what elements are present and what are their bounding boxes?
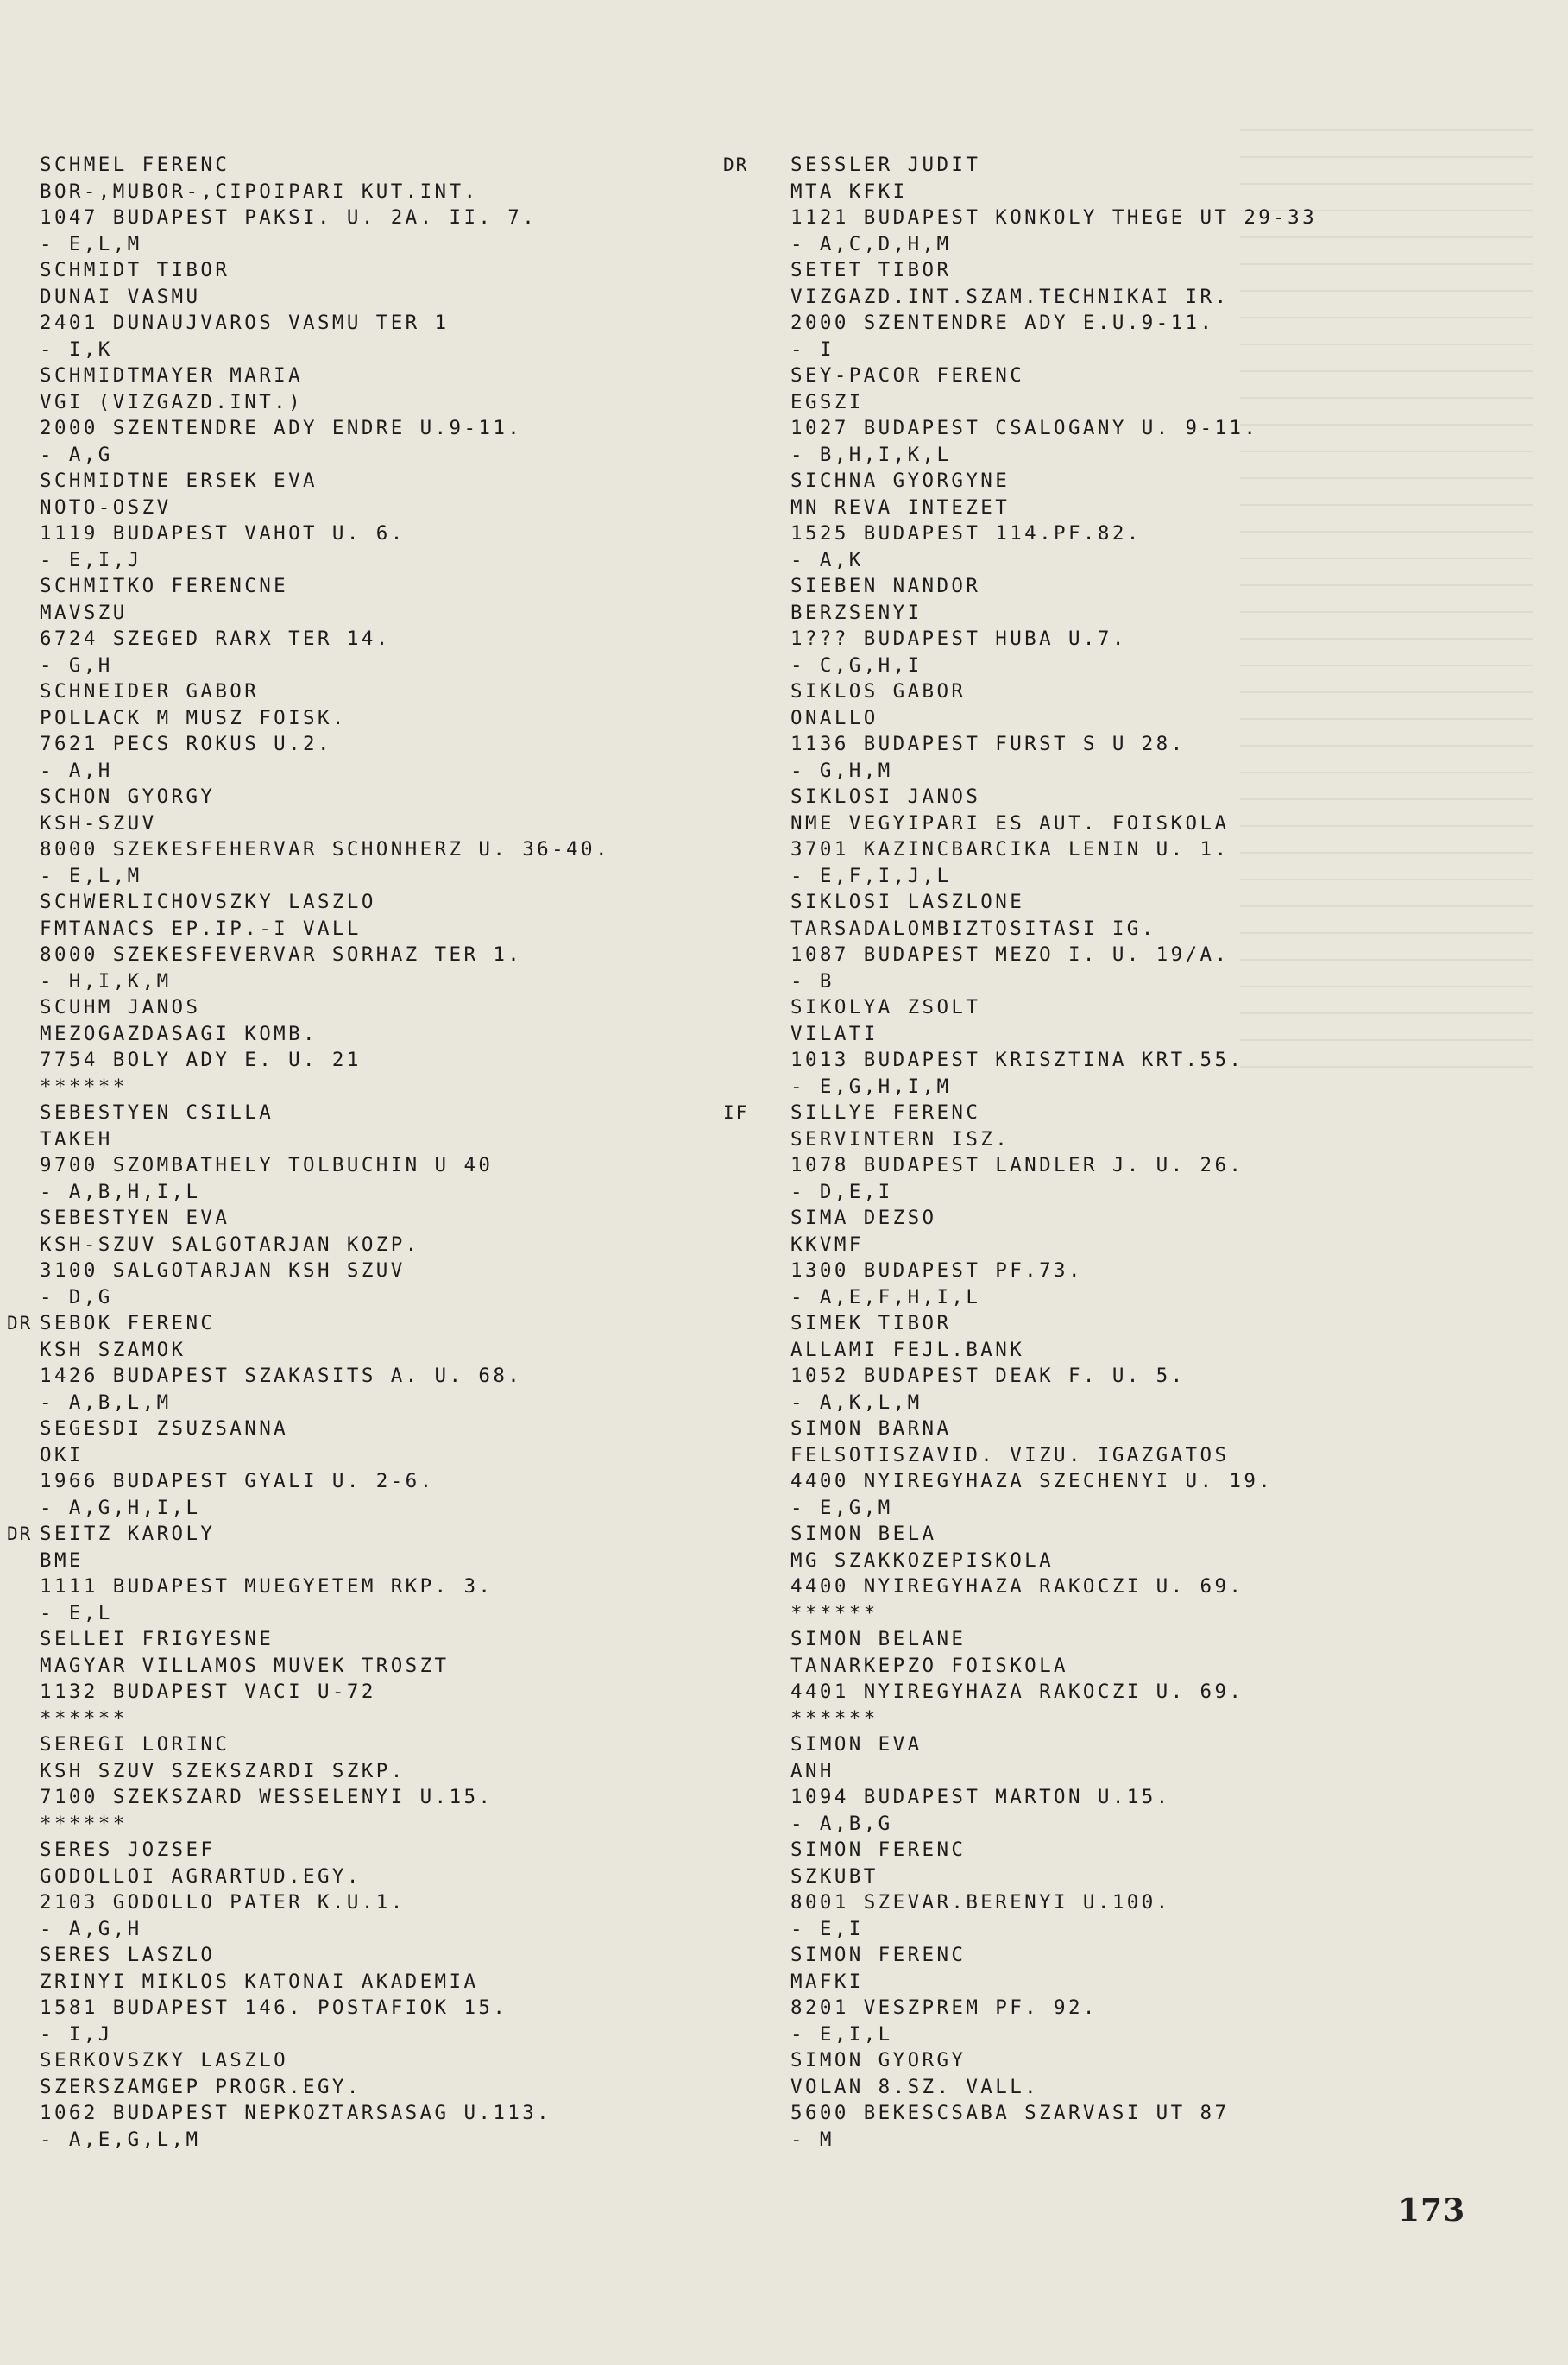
directory-entry	[790, 257, 1464, 363]
entry-name: SEREGI LORINC	[40, 1733, 230, 1756]
entry-codes: ******	[40, 1075, 128, 1098]
entry-address: 8001 SZEVAR.BERENYI U.100.	[790, 1891, 1171, 1914]
entry-address: 4401 NYIREGYHAZA RAKOCZI U. 69.	[790, 1681, 1244, 1703]
entry-codes: - E,L,M	[40, 864, 142, 887]
entry-codes: - A,H	[40, 759, 113, 782]
entry-address: 1087 BUDAPEST MEZO I. U. 19/A.	[790, 943, 1230, 966]
entry-address: 3701 KAZINCBARCIKA LENIN U. 1.	[790, 838, 1230, 861]
entry-codes: - I	[790, 337, 834, 361]
entry-institution: BERZSENYI	[790, 601, 923, 624]
entry-name: SIMON BELA	[790, 1523, 937, 1545]
entry-address: 2000 SZENTENDRE ADY ENDRE U.9-11.	[40, 417, 523, 439]
directory-entry	[790, 994, 1464, 1100]
entry-address: 1111 BUDAPEST MUEGYETEM RKP. 3.	[40, 1575, 494, 1598]
entry-name: SIKLOSI JANOS	[790, 785, 981, 808]
entry-institution: SERVINTERN ISZ.	[790, 1127, 1011, 1151]
directory-entry	[790, 1521, 1464, 1626]
entry-address: 1013 BUDAPEST KRISZTINA KRT.55.	[790, 1049, 1244, 1071]
entry-institution: VILATI	[790, 1022, 878, 1045]
directory-entry	[40, 678, 747, 784]
entry-codes: - G,H,M	[790, 759, 893, 782]
directory-entry	[40, 994, 747, 1100]
directory-entry	[40, 1942, 747, 2047]
entry-institution: ONALLO	[790, 706, 878, 729]
entry-name: SEBESTYEN CSILLA	[40, 1101, 274, 1124]
entry-institution: KSH SZAMOK	[40, 1338, 186, 1361]
entry-institution: TANARKEPZO FOISKOLA	[790, 1654, 1068, 1677]
entry-institution: TARSADALOMBIZTOSITASI IG.	[790, 917, 1156, 940]
entry-address: 1062 BUDAPEST NEPKOZTARSASAG U.113.	[40, 2102, 552, 2124]
directory-entry	[790, 1731, 1464, 1837]
entry-address: 3100 SALGOTARJAN KSH SZUV	[40, 1259, 406, 1282]
entry-name: SERES LASZLO	[40, 1944, 216, 1966]
directory-entry	[790, 1942, 1464, 2047]
directory-entry	[790, 889, 1464, 994]
entry-address: 1094 BUDAPEST MARTON U.15.	[790, 1786, 1171, 1808]
entry-address: 1052 BUDAPEST DEAK F. U. 5.	[790, 1365, 1186, 1387]
entry-name: SCHMEL FERENC	[40, 154, 230, 176]
entry-codes: - M	[790, 2128, 834, 2151]
entry-institution: VOLAN 8.SZ. VALL.	[790, 2075, 1040, 2098]
entry-address: 1078 BUDAPEST LANDLER J. U. 26.	[790, 1154, 1244, 1176]
entry-address: 1300 BUDAPEST PF.73.	[790, 1259, 1083, 1282]
directory-entry	[723, 1100, 1464, 1205]
entry-address: 7754 BOLY ADY E. U. 21	[40, 1049, 362, 1071]
directory-entry	[40, 889, 747, 994]
entry-institution: KSH-SZUV	[40, 811, 157, 835]
entry-address: 1119 BUDAPEST VAHOT U. 6.	[40, 522, 406, 545]
entry-name: SCUHM JANOS	[40, 996, 201, 1019]
entry-codes: - B,H,I,K,L	[790, 443, 952, 466]
directory-entry	[790, 573, 1464, 678]
entry-address: 9700 SZOMBATHELY TOLBUCHIN U 40	[40, 1154, 494, 1176]
entry-title-prefix: DR	[723, 155, 749, 175]
entry-institution: MAFKI	[790, 1970, 864, 1993]
entry-name: SERES JOZSEF	[40, 1838, 216, 1861]
entry-name: SCHMIDTMAYER MARIA	[40, 364, 304, 387]
entry-name: SIEBEN NANDOR	[790, 575, 981, 597]
entry-name: SICHNA GYORGYNE	[790, 470, 1011, 492]
entry-codes: - E,G,H,I,M	[790, 1075, 952, 1098]
entry-name: SCHMIDT TIBOR	[40, 259, 230, 281]
entry-codes: - E,I	[790, 1917, 864, 1940]
entry-address: 7100 SZEKSZARD WESSELENYI U.15.	[40, 1786, 494, 1808]
entry-name: SESSLER JUDIT	[790, 154, 981, 176]
directory-entry	[40, 1205, 747, 1310]
entry-institution: BOR-,MUBOR-,CIPOIPARI KUT.INT.	[40, 180, 479, 203]
directory-entry	[40, 363, 747, 468]
directory-entry	[40, 1100, 747, 1205]
entry-name: SIKLOS GABOR	[790, 680, 967, 703]
page-number: 173	[1398, 2192, 1466, 2229]
entry-codes: - E,F,I,J,L	[790, 864, 952, 887]
entry-institution: KSH SZUV SZEKSZARDI SZKP.	[40, 1759, 406, 1782]
directory-entry	[790, 678, 1464, 784]
entry-name: SEGESDI ZSUZSANNA	[40, 1417, 289, 1440]
entry-codes: - H,I,K,M	[40, 969, 172, 993]
entry-codes: - D,G	[40, 1285, 113, 1309]
entry-name: SCHNEIDER GABOR	[40, 680, 260, 703]
entry-institution: FELSOTISZAVID. VIZU. IGAZGATOS	[790, 1443, 1230, 1466]
entry-institution: KKVMF	[790, 1233, 864, 1256]
directory-entry	[40, 1837, 747, 1942]
entry-address: 7621 PECS ROKUS U.2.	[40, 733, 332, 755]
entry-institution: NOTO-OSZV	[40, 495, 172, 519]
entry-name: SEBESTYEN EVA	[40, 1207, 230, 1229]
entry-codes: - A,K	[790, 548, 864, 571]
directory-entry	[790, 1837, 1464, 1942]
entry-address: 1??? BUDAPEST HUBA U.7.	[790, 628, 1127, 650]
directory-entry	[40, 468, 747, 573]
left-column	[7, 152, 747, 2153]
entry-codes: - A,E,G,L,M	[40, 2128, 201, 2151]
entry-name: SIMA DEZSO	[790, 1207, 937, 1229]
entry-codes: - A,B,L,M	[40, 1391, 172, 1414]
entry-address: 5600 BEKESCSABA SZARVASI UT 87	[790, 2102, 1230, 2124]
entry-institution: DUNAI VASMU	[40, 285, 201, 308]
entry-name: SIMON BARNA	[790, 1417, 952, 1440]
entry-institution: VGI (VIZGAZD.INT.)	[40, 390, 304, 413]
entry-name: SIMON BELANE	[790, 1628, 967, 1650]
entry-institution: ZRINYI MIKLOS KATONAI AKADEMIA	[40, 1970, 479, 1993]
entry-codes: - A,G	[40, 443, 113, 466]
entry-name: SCHMIDTNE ERSEK EVA	[40, 470, 318, 492]
entry-codes: - A,B,G	[790, 1812, 893, 1835]
directory-entry	[790, 1626, 1464, 1731]
entry-address: 1525 BUDAPEST 114.PF.82.	[790, 522, 1142, 545]
entry-institution: KSH-SZUV SALGOTARJAN KOZP.	[40, 1233, 420, 1256]
entry-address: 1136 BUDAPEST FURST S U 28.	[790, 733, 1186, 755]
entry-address: 4400 NYIREGYHAZA SZECHENYI U. 19.	[790, 1470, 1274, 1492]
directory-entry	[7, 1521, 747, 1626]
entry-name: SEITZ KAROLY	[40, 1523, 216, 1545]
directory-entry	[40, 2047, 747, 2153]
directory-entry	[40, 152, 747, 257]
entry-institution: EGSZI	[790, 390, 864, 413]
entry-institution: MG SZAKKOZEPISKOLA	[790, 1548, 1055, 1572]
directory-entry	[40, 1731, 747, 1837]
entry-codes: - A,B,H,I,L	[40, 1180, 201, 1203]
entry-address: 1047 BUDAPEST PAKSI. U. 2A. II. 7.	[40, 206, 538, 229]
entry-name: SIKLOSI LASZLONE	[790, 891, 1025, 913]
entry-codes: ******	[40, 1706, 128, 1730]
entry-codes: - B	[790, 969, 834, 993]
entry-address: 1426 BUDAPEST SZAKASITS A. U. 68.	[40, 1365, 523, 1387]
entry-address: 2103 GODOLLO PATER K.U.1.	[40, 1891, 406, 1914]
entry-institution: NME VEGYIPARI ES AUT. FOISKOLA	[790, 811, 1230, 835]
entry-address: 2000 SZENTENDRE ADY E.U.9-11.	[790, 312, 1215, 334]
entry-institution: GODOLLOI AGRARTUD.EGY.	[40, 1864, 362, 1888]
entry-institution: BME	[40, 1548, 84, 1572]
entry-codes: - E,I,L	[790, 2022, 893, 2046]
entry-title-prefix: IF	[723, 1102, 749, 1123]
entry-name: SIMON GYORGY	[790, 2049, 967, 2072]
entry-institution: SZKUBT	[790, 1864, 878, 1888]
entry-codes: - E,G,M	[790, 1496, 893, 1519]
entry-institution: ANH	[790, 1759, 834, 1782]
entry-codes: ******	[790, 1601, 878, 1624]
directory-entry	[790, 363, 1464, 468]
directory-entry	[790, 468, 1464, 573]
entry-codes: - A,K,L,M	[790, 1391, 923, 1414]
entry-codes: ******	[40, 1812, 128, 1835]
entry-address: 8201 VESZPREM PF. 92.	[790, 1996, 1098, 2019]
entry-institution: POLLACK M MUSZ FOISK.	[40, 706, 347, 729]
entry-name: SCHMITKO FERENCNE	[40, 575, 289, 597]
entry-address: 6724 SZEGED RARX TER 14.	[40, 628, 391, 650]
entry-institution: SZERSZAMGEP PROGR.EGY.	[40, 2075, 362, 2098]
entry-name: SERKOVSZKY LASZLO	[40, 2049, 289, 2072]
entry-institution: MTA KFKI	[790, 180, 908, 203]
directory-entry	[790, 1416, 1464, 1521]
directory-entry	[723, 152, 1464, 257]
entry-codes: - G,H	[40, 653, 113, 677]
entry-codes: - C,G,H,I	[790, 653, 923, 677]
directory-entry	[790, 784, 1464, 889]
entry-name: SIKOLYA ZSOLT	[790, 996, 981, 1019]
entry-codes: ******	[790, 1706, 878, 1730]
entry-codes: - E,L,M	[40, 232, 142, 255]
entry-codes: - I,K	[40, 337, 113, 361]
entry-title-prefix: DR	[7, 1313, 33, 1334]
entry-address: 1966 BUDAPEST GYALI U. 2-6.	[40, 1470, 435, 1492]
entry-institution: MAVSZU	[40, 601, 128, 624]
entry-address: 4400 NYIREGYHAZA RAKOCZI U. 69.	[790, 1575, 1244, 1598]
entry-name: SIMON FERENC	[790, 1944, 967, 1966]
entry-institution: OKI	[40, 1443, 84, 1466]
right-column	[723, 152, 1464, 2153]
directory-entry	[790, 1310, 1464, 1416]
directory-entry	[40, 784, 747, 889]
directory-entry	[790, 2047, 1464, 2153]
entry-codes: - A,C,D,H,M	[790, 232, 952, 255]
directory-entry	[40, 573, 747, 678]
entry-institution: MAGYAR VILLAMOS MUVEK TROSZT	[40, 1654, 450, 1677]
entry-address: 8000 SZEKESFEHERVAR SCHONHERZ U. 36-40.	[40, 838, 610, 861]
entry-institution: MN REVA INTEZET	[790, 495, 1011, 519]
entry-name: SELLEI FRIGYESNE	[40, 1628, 274, 1650]
entry-institution: FMTANACS EP.IP.-I VALL	[40, 917, 362, 940]
entry-codes: - A,G,H,I,L	[40, 1496, 201, 1519]
directory-entry	[40, 1626, 747, 1731]
entry-institution: VIZGAZD.INT.SZAM.TECHNIKAI IR.	[790, 285, 1230, 308]
entry-name: SCHWERLICHOVSZKY LASZLO	[40, 891, 376, 913]
entry-codes: - E,I,J	[40, 548, 142, 571]
entry-codes: - A,G,H	[40, 1917, 142, 1940]
entry-address: 2401 DUNAUJVAROS VASMU TER 1	[40, 312, 450, 334]
directory-entry	[40, 257, 747, 363]
entry-name: SILLYE FERENC	[790, 1101, 981, 1124]
entry-codes: - E,L	[40, 1601, 113, 1624]
entry-codes: - A,E,F,H,I,L	[790, 1285, 981, 1309]
entry-name: SCHON GYORGY	[40, 785, 216, 808]
entry-institution: TAKEH	[40, 1127, 113, 1151]
entry-name: SEBOK FERENC	[40, 1312, 216, 1334]
entry-institution: ALLAMI FEJL.BANK	[790, 1338, 1025, 1361]
entry-name: SEY-PACOR FERENC	[790, 364, 1025, 387]
entry-address: 1121 BUDAPEST KONKOLY THEGE UT 29-33	[790, 206, 1318, 229]
entry-address: 1132 BUDAPEST VACI U-72	[40, 1681, 376, 1703]
entry-institution: MEZOGAZDASAGI KOMB.	[40, 1022, 318, 1045]
entry-codes: - I,J	[40, 2022, 113, 2046]
entry-address: 1581 BUDAPEST 146. POSTAFIOK 15.	[40, 1996, 508, 2019]
entry-name: SIMEK TIBOR	[790, 1312, 952, 1334]
entry-name: SIMON FERENC	[790, 1838, 967, 1861]
directory-entry	[40, 1416, 747, 1521]
entry-title-prefix: DR	[7, 1523, 33, 1544]
entry-name: SIMON EVA	[790, 1733, 923, 1756]
directory-entry	[790, 1205, 1464, 1310]
directory-entry	[7, 1310, 747, 1416]
entry-name: SETET TIBOR	[790, 259, 952, 281]
entry-address: 1027 BUDAPEST CSALOGANY U. 9-11.	[790, 417, 1259, 439]
entry-address: 8000 SZEKESFEVERVAR SORHAZ TER 1.	[40, 943, 523, 966]
entry-codes: - D,E,I	[790, 1180, 893, 1203]
